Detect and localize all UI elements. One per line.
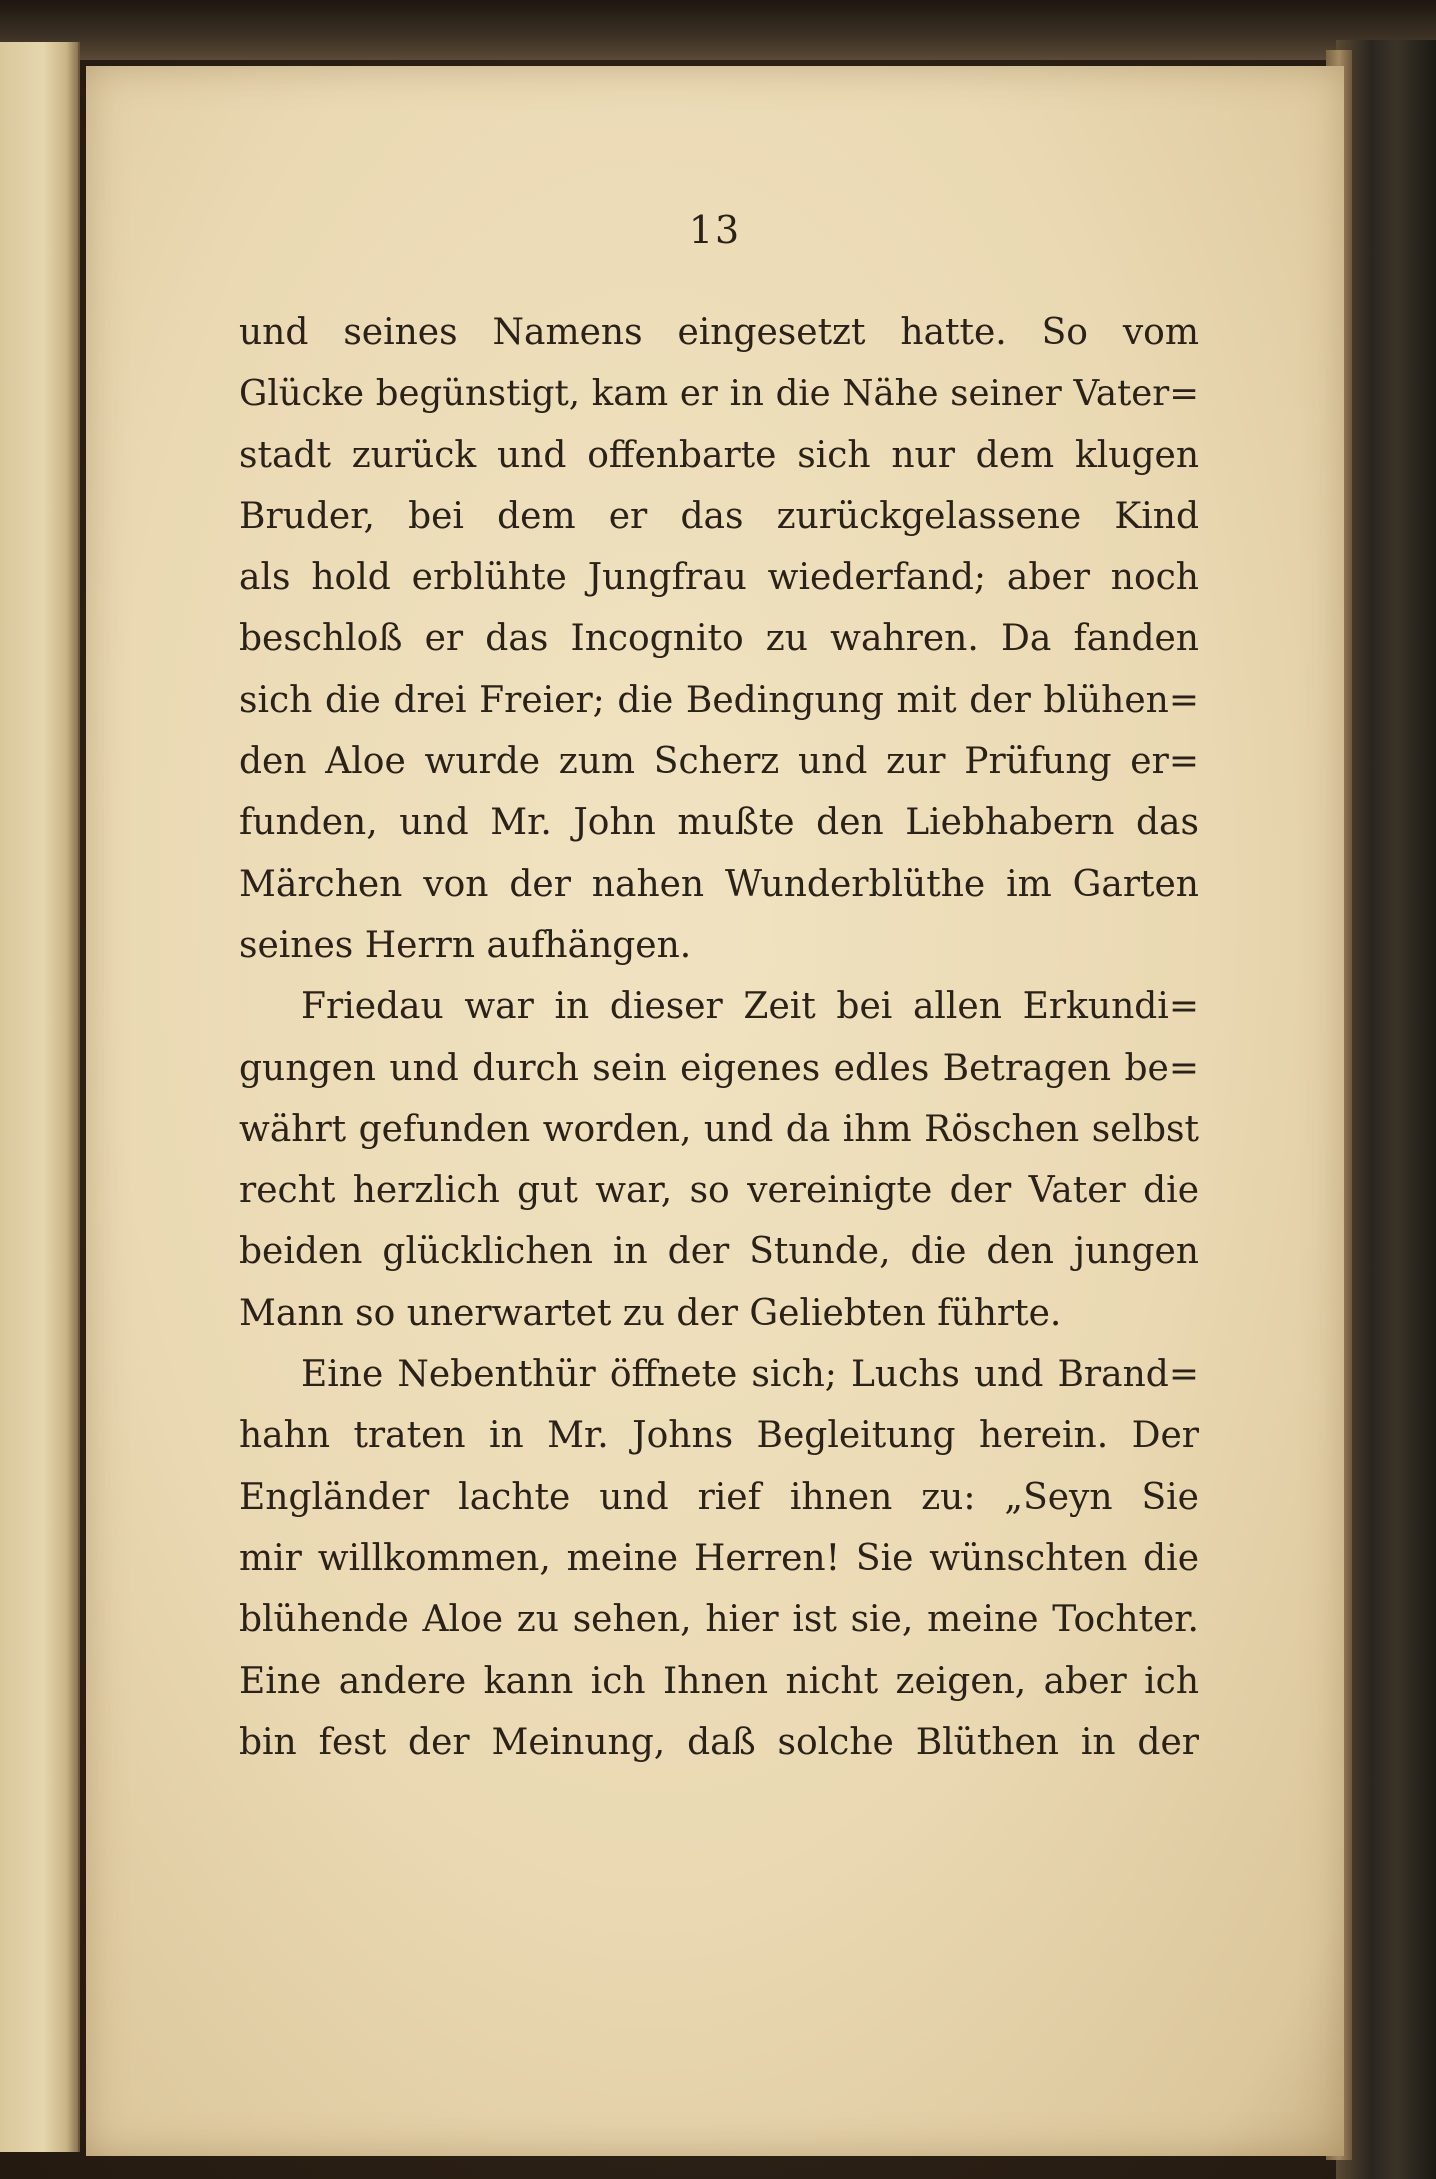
text-line: Eine andere kann ich Ihnen nicht zeigen, aber ich (239, 1660, 1199, 1702)
text-line: stadt zurück und offenbarte sich nur dem klugen (239, 434, 1199, 476)
text-line: mir willkommen, meine Herren! Sie wünschten die (239, 1537, 1199, 1579)
facing-page-edge (0, 42, 80, 2152)
text-line: blühende Aloe zu sehen, hier ist sie, meine Tochter. (239, 1599, 1199, 1641)
text-line: beiden glücklichen in der Stunde, die den jungen (239, 1231, 1199, 1273)
text-line: seines Herrn aufhängen. (239, 924, 692, 966)
page-number: 13 (688, 208, 742, 252)
text-line: Friedau war in dieser Zeit bei allen Erkundi= (301, 986, 1199, 1028)
text-line: recht herzlich gut war, so vereinigte der Vater die (239, 1170, 1199, 1212)
binding-top (0, 0, 1436, 60)
text-line: bin fest der Meinung, daß solche Blüthen in der (239, 1721, 1199, 1763)
body-text (239, 302, 1199, 1773)
text-line: Märchen von der nahen Wunderblüthe im Garten (239, 863, 1199, 905)
text-line: sich die drei Freier; die Bedingung mit der blühen= (239, 679, 1199, 721)
text-line: gungen und durch sein eigenes edles Betragen be= (239, 1047, 1199, 1089)
text-line: Mann so unerwartet zu der Geliebten führte. (239, 1292, 1062, 1334)
text-line: Bruder, bei dem er das zurückgelassene Kind (239, 495, 1199, 537)
text-line: währt gefunden worden, und da ihm Röschen selbst (239, 1108, 1199, 1150)
text-line: hahn traten in Mr. Johns Begleitung herein. Der (239, 1415, 1199, 1457)
text-line: Glücke begünstigt, kam er in die Nähe seiner Vater= (239, 373, 1199, 415)
text-line: den Aloe wurde zum Scherz und zur Prüfung er= (239, 741, 1199, 783)
text-line: als hold erblühte Jungfrau wiederfand; aber noch (239, 557, 1199, 599)
book-page (86, 66, 1344, 2156)
text-line: Eine Nebenthür öffnete sich; Luchs und Brand= (301, 1354, 1199, 1396)
text-line: beschloß er das Incognito zu wahren. Da fanden (239, 618, 1199, 660)
text-line: und seines Namens eingesetzt hatte. So vom (239, 312, 1199, 353)
text-line: funden, und Mr. John mußte den Liebhabern das (239, 802, 1199, 844)
text-line: Engländer lachte und rief ihnen zu: „Seyn Sie (239, 1476, 1199, 1518)
